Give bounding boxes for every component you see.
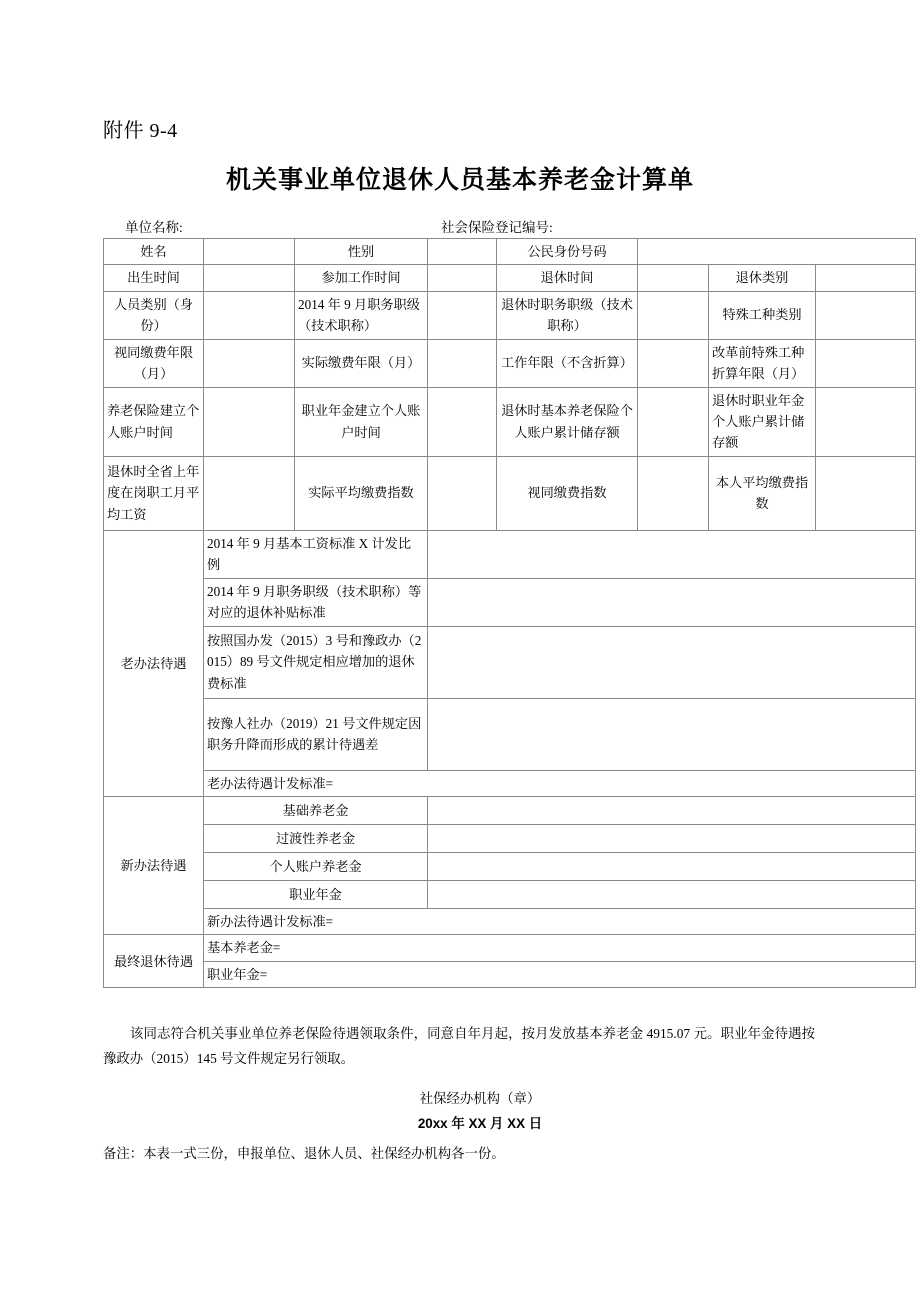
field-label-birth-date: 出生时间 [104,265,204,291]
new-method-item-value-3[interactable] [428,853,916,881]
new-method-item-label-2: 过渡性养老金 [204,825,428,853]
field-label-personal-avg-index: 本人平均缴费指数 [709,456,816,530]
field-label-person-category: 人员类别（身份） [104,291,204,339]
field-label-work-years: 工作年限（不含折算） [497,339,638,387]
table-row [104,881,916,909]
field-value-pension-account-open-date[interactable] [204,387,295,456]
field-value-work-start-date[interactable] [428,265,497,291]
field-label-deemed-years: 视同缴费年限（月） [104,339,204,387]
table-row [104,935,916,961]
table-row [104,770,916,796]
table-row [104,698,916,770]
final-item-label-2: 职业年金= [204,961,916,987]
table-row [104,456,916,530]
field-value-gender[interactable] [428,239,497,265]
old-method-item-label-1: 2014 年 9 月基本工资标准 X 计发比例 [204,530,428,578]
field-label-province-avg-wage: 退休时全省上年度在岗职工月平均工资 [104,456,204,530]
signature-date: 20xx 年 XX 月 XX 日 [417,1116,543,1131]
field-label-id-number: 公民身份号码 [497,239,638,265]
field-label-annuity-account-open-date: 职业年金建立个人账户时间 [295,387,428,456]
field-label-pension-account-open-date: 养老保险建立个人账户时间 [104,387,204,456]
table-row [104,387,916,456]
field-value-actual-years[interactable] [428,339,497,387]
field-value-annuity-account-open-date[interactable] [428,387,497,456]
field-label-name: 姓名 [104,239,204,265]
old-method-item-value-2[interactable] [428,578,916,626]
field-value-pension-account-balance[interactable] [638,387,709,456]
table-row [104,797,916,825]
field-label-rank-2014: 2014 年 9 月职务职级（技术职称） [295,291,428,339]
field-label-actual-avg-index: 实际平均缴费指数 [295,456,428,530]
unit-name-label: 单位名称: [125,220,183,235]
table-row [104,265,916,291]
old-method-item-value-4[interactable] [428,698,916,770]
field-value-id-number[interactable] [638,239,916,265]
signature-organization: 社保经办机构（章） [419,1091,541,1106]
field-value-retire-type[interactable] [816,265,916,291]
field-value-retire-date[interactable] [638,265,709,291]
field-label-work-start-date: 参加工作时间 [295,265,428,291]
field-value-personal-avg-index[interactable] [816,456,916,530]
field-value-special-job-type[interactable] [816,291,916,339]
section-label-old-method: 老办法待遇 [104,530,204,796]
field-value-actual-avg-index[interactable] [428,456,497,530]
field-label-gender: 性别 [295,239,428,265]
field-value-birth-date[interactable] [204,265,295,291]
registration-number-label: 社会保险登记编号: [441,220,553,235]
page-title: 机关事业单位退休人员基本养老金计算单 [225,166,694,194]
new-method-item-value-1[interactable] [428,797,916,825]
new-method-item-label-1: 基础养老金 [204,797,428,825]
table-row [104,825,916,853]
field-label-deemed-index: 视同缴费指数 [497,456,638,530]
field-label-rank-at-retire: 退休时职务职级（技术职称） [497,291,638,339]
table-row [104,239,916,265]
old-method-item-value-3[interactable] [428,626,916,698]
new-method-item-value-4[interactable] [428,881,916,909]
field-value-province-avg-wage[interactable] [204,456,295,530]
pension-calculation-table [103,238,916,988]
table-row [104,578,916,626]
final-item-label-1: 基本养老金= [204,935,916,961]
old-method-item-label-3: 按照国办发（2015）3 号和豫政办（2015）89 号文件规定相应增加的退休费标准 [204,626,428,698]
field-value-annuity-account-balance[interactable] [816,387,916,456]
field-value-name[interactable] [204,239,295,265]
field-value-work-years[interactable] [638,339,709,387]
new-method-item-value-2[interactable] [428,825,916,853]
new-method-item-label-3: 个人账户养老金 [204,853,428,881]
field-value-rank-2014[interactable] [428,291,497,339]
field-label-retire-type: 退休类别 [709,265,816,291]
field-value-rank-at-retire[interactable] [638,291,709,339]
old-method-total-label: 老办法待遇计发标准= [204,770,916,796]
table-row [104,626,916,698]
old-method-item-label-2: 2014 年 9 月职务职级（技术职称）等对应的退休补贴标准 [204,578,428,626]
field-value-deemed-index[interactable] [638,456,709,530]
field-label-annuity-account-balance: 退休时职业年金个人账户累计储存额 [709,387,816,456]
field-value-pre-reform-special-years[interactable] [816,339,916,387]
form-header-row [103,216,815,236]
table-row [104,291,916,339]
section-label-new-method: 新办法待遇 [104,797,204,935]
table-row [104,961,916,987]
new-method-item-label-4: 职业年金 [204,881,428,909]
table-row [104,339,916,387]
section-label-final-treatment: 最终退休待遇 [104,935,204,988]
field-label-special-job-type: 特殊工种类别 [709,291,816,339]
old-method-item-value-1[interactable] [428,530,916,578]
field-label-pre-reform-special-years: 改革前特殊工种折算年限（月） [709,339,816,387]
field-label-actual-years: 实际缴费年限（月） [295,339,428,387]
field-value-deemed-years[interactable] [204,339,295,387]
field-label-retire-date: 退休时间 [497,265,638,291]
statement-paragraph: 该同志符合机关事业单位养老保险待遇领取条件，同意自年月起，按月发放基本养老金 4915.07 元。职业年金待遇按豫政办（2015）145 号文件规定另行领取。 [103,1026,815,1066]
table-row [104,853,916,881]
remark-note: 备注：本表一式三份，申报单位、退休人员、社保经办机构各一份。 [103,1146,505,1161]
old-method-item-label-4: 按豫人社办（2019）21 号文件规定因职务升降而形成的累计待遇差 [204,698,428,770]
field-value-person-category[interactable] [204,291,295,339]
table-row [104,530,916,578]
table-row [104,909,916,935]
field-label-pension-account-balance: 退休时基本养老保险个人账户累计储存额 [497,387,638,456]
attachment-label: 附件 9-4 [103,120,178,142]
new-method-total-label: 新办法待遇计发标准= [204,909,916,935]
